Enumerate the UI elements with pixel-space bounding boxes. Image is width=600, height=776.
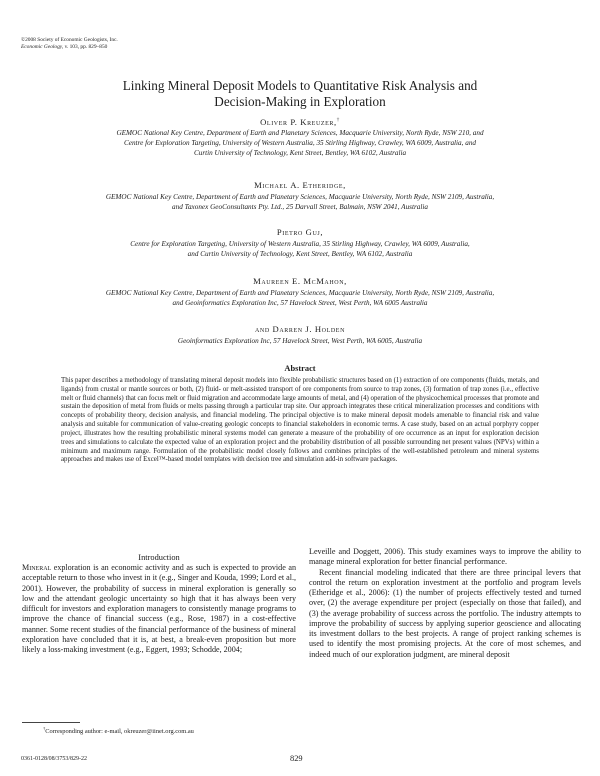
journal-header [21,37,118,50]
author-name: Oliver P. Kreuzer,† [260,117,340,127]
author-affiliation: Centre for Exploration Targeting, University of Western Australia, 35 Stirling Highway, Crawley, WA 6009, Australia, and Curtin University of Technology, Kent Street, Bentley, WA 6102, Australia [130,240,470,258]
author-name: Maureen E. McMahon, [253,276,347,286]
author-affiliation: GEMOC National Key Centre, Department of Earth and Planetary Sciences, Macquarie University, North Ryde, NSW 210, and Centre for Exploration Targeting, University of Western Australia, 35 Stirling Highway, Crawley, WA 6009, Australia, and Curtin University of Technology, Kent Street, Bentley, WA 6102, Australia [116,129,484,157]
author-name: and Darren J. Holden [254,324,345,334]
footnote: †Corresponding author: e-mail, okreuzer@iinet.org.com.au [43,726,194,736]
volume-pages: v. 103, pp. 829–850 [63,43,108,50]
issn-code: 0361-0128/08/3753/829-22 [21,756,87,762]
intro-col2-para-1: Leveille and Doggett, 2006). This study examines ways to improve the ability to manage mineral exploration for better financial performance. [309,547,581,567]
paper-title [60,78,540,109]
author-name: Pietro Guj, [276,227,324,237]
introduction-heading: Introduction [138,553,180,562]
abstract-heading: Abstract [284,364,316,373]
copyright-line: ©2008 Society of Economic Geologists, Inc. [21,37,118,43]
page-number: 829 [290,754,303,763]
author-affiliation: GEMOC National Key Centre, Department of Earth and Planetary Sciences, Macquarie University, North Ryde, NSW 2109, Australia, and Geoinformatics Exploration Inc, 57 Havelock Street, West Perth, WA 6005 Australia [105,289,495,307]
intro-column-left [22,563,296,655]
title-line-2: Decision-Making in Exploration [214,93,386,109]
author-name: Michael A. Etheridge, [254,180,346,190]
intro-column-right [309,547,581,660]
citation-line [21,44,118,51]
footnote-rule [22,722,80,723]
journal-name: Economic Geology, [21,43,64,50]
author-affiliation: GEMOC National Key Centre, Department of Earth and Planetary Sciences, Macquarie University, North Ryde, NSW 2109, Australia, and Taxonex GeoConsultants Pty. Ltd., 25 Darvall Street, Balmain, NSW 2041, Australia [105,193,495,211]
intro-col2-para-2: Recent financial modeling indicated that there are three principal levers that control the return on exploration investment at the portfolio and program levels (Etheridge et al., 2006): (1) the number of projects effectively tested and turned over, (2) the average expenditure per project (especially on those that failed), and (3) the average probability of success across the portfolio. The industry attempts to improve the probability of success by applying superior geoscience and allocating its investment dollars to the best projects. A range of project ranking schemes is used to identify the most promising projects. At the core of most schemes, and indeed much of our exploration judgment, are mineral deposit [309,567,581,659]
intro-first-word: Mineral [22,563,52,572]
author-affiliation: Geoinformatics Exploration Inc, 57 Havelock Street, West Perth, WA 6005, Australia [177,337,423,345]
abstract-text: This paper describes a methodology of translating mineral deposit models into flexible probabilistic structures based on (1) extraction of ore components (fluids, metals, and ligands) from crustal or mantle sources or both, (2) fluid- or melt-assisted transport of ore components from source to trap zones, (3) formation of trap zones (i.e., effective melt or fluid channels) that can focus melt or fluid migration and accommodate large amounts of metal, and (4) operation of the physicochemical processes that promote and sustain the deposition of metal from fluids or melts passing through a particular trap site. Our approach integrates these critical mineralization processes and conditions with concepts of probability theory, decision analysis, and financial modeling. The principal objective is to make mineral deposit models amenable to financial risk and value analysis and suitable for communication of value-creating geologic concepts to financial stakeholders in economic terms. A case study, based on an actual porphyry copper project, illustrates how the resulting probabilistic mineral systems model can generate a measure of the probability of ore occurrence as an input for exploration decision trees and simulations to calculate the expected value of an exploration project and the probability distribution of all possible surrounding net present values (NPVs) within a minimum and maximum range. Formulation of the probabilistic model closely follows and combines principles of the well-established petroleum and mineral systems approaches and makes use of Excel™-based model templates with decision tree and simulation add-in software packages. [61,377,539,464]
intro-col1-text: exploration is an economic activity and as such is expected to provide an acceptable return to those who invest in it (e.g., Singer and Kouda, 1999; Lord et al., 2001). However, the probability of success in mineral exploration is generally so low and the attendant geologic uncertainty so high that it has always been very difficult for investors and exploration managers to consistently manage programs to improve the chance of financial success (e.g., Rose, 1987) in a cost-effective manner. Some recent studies of the financial performance of the business of mineral exploration have concluded that it is, at best, a break-even proposition but more likely a loss-making investment (e.g., Eggert, 1993; Schodde, 2004; [22,563,296,654]
title-line-1: Linking Mineral Deposit Models to Quantitative Risk Analysis and [122,78,478,93]
